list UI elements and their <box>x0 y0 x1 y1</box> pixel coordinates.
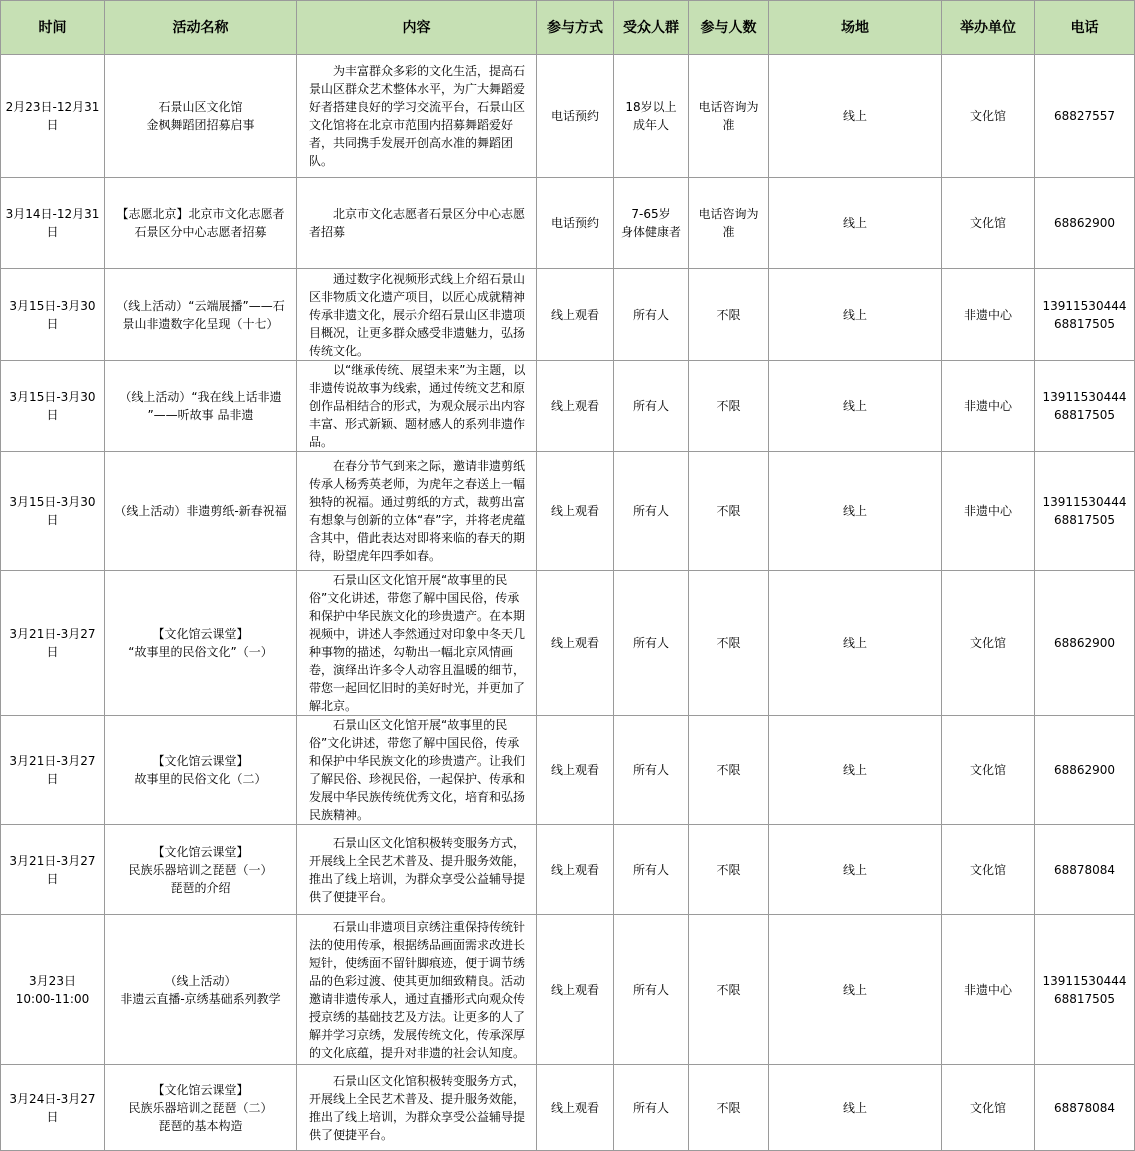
name-line: 【文化馆云课堂】 <box>152 844 249 859</box>
audience-cell <box>614 55 689 178</box>
audience-cell <box>614 361 689 452</box>
column-header-audience: 受众人群 <box>614 1 689 55</box>
time-line: 3月24日-3月27日 <box>9 1091 96 1124</box>
mode-cell: 线上观看 <box>537 1065 614 1151</box>
audience-line: 所有人 <box>632 982 669 997</box>
content-cell: 石景山非遗项目京绣注重保持传统针法的使用传承，根据绣品画面需求改进长短针，使绣面不留针脚痕迹，便于调节绣品的色彩过渡、使其更加细致精良。活动邀请非遗传承人，通过直播形式向观众传授京绣的基础技艺及方法。让更多的人了解并学习京绣，发展传统文化，传承深厚的文化底蕴，提升对非遗的社会认知度。 <box>297 915 537 1065</box>
name-cell <box>105 915 297 1065</box>
mode-cell: 线上观看 <box>537 915 614 1065</box>
name-line: 故事里的民俗文化（二） <box>134 772 267 786</box>
content-cell: 石景山区文化馆开展“故事里的民俗”文化讲述，带您了解中国民俗，传承和保护中华民族文化的珍贵遗产。让我们了解民俗、珍视民俗，一起保护、传承和发展中华民族传统优秀文化，培育和弘扬民族精神。 <box>297 716 537 825</box>
time-cell <box>1 825 105 915</box>
time-line: 3月21日-3月27日 <box>9 853 96 886</box>
mode-cell: 线上观看 <box>537 716 614 825</box>
audience-line: 成年人 <box>632 118 669 132</box>
column-header-content: 内容 <box>297 1 537 55</box>
phone-line: 68862900 <box>1053 636 1116 650</box>
count-cell: 不限 <box>689 361 769 452</box>
time-line: 3月15日-3月30日 <box>9 390 96 422</box>
table-body <box>1 55 1135 1151</box>
phone-cell <box>1035 361 1135 452</box>
phone-cell <box>1035 716 1135 825</box>
name-cell <box>105 571 297 716</box>
audience-cell <box>614 178 689 269</box>
table-row <box>1 915 1135 1065</box>
count-cell: 不限 <box>689 825 769 915</box>
column-header-mode: 参与方式 <box>537 1 614 55</box>
audience-line: 18岁以上 <box>625 100 677 114</box>
audience-cell <box>614 571 689 716</box>
time-line: 3月21日-3月27日 <box>9 754 96 786</box>
venue-cell: 线上 <box>769 55 942 178</box>
count-cell: 不限 <box>689 1065 769 1151</box>
phone-line: 13911530444 <box>1042 973 1127 988</box>
audience-cell <box>614 452 689 571</box>
audience-line: 所有人 <box>632 307 669 322</box>
name-line: 石景山区文化馆 <box>158 100 243 114</box>
content-cell: 石景山区文化馆积极转变服务方式，开展线上全民艺术普及、提升服务效能，推出了线上培训，为群众享受公益辅导提供了便捷平台。 <box>297 1065 537 1151</box>
audience-line: 所有人 <box>632 504 669 518</box>
phone-cell <box>1035 915 1135 1065</box>
count-cell: 不限 <box>689 915 769 1065</box>
name-cell <box>105 825 297 915</box>
content-cell: 北京市文化志愿者石景区分中心志愿者招募 <box>297 178 537 269</box>
time-line: 3月15日-3月30日 <box>9 495 96 527</box>
content-cell: 以“继承传统、展望未来”为主题，以非遗传说故事为线索，通过传统文艺和原创作品相结合的形式，为观众展示出内容丰富、形式新颖、题材感人的系列非遗作品。 <box>297 361 537 452</box>
content-cell: 为丰富群众多彩的文化生活，提高石景山区群众艺术整体水平，为广大舞蹈爱好者搭建良好的学习交流平台，石景山区文化馆将在北京市范围内招募舞蹈爱好者，共同携手发展开创高水准的舞蹈团队。 <box>297 55 537 178</box>
table-row <box>1 452 1135 571</box>
count-cell: 电话咨询为准 <box>689 55 769 178</box>
host-cell: 非遗中心 <box>942 915 1035 1065</box>
name-line: ”——听故事 品非遗 <box>147 408 254 422</box>
venue-cell: 线上 <box>769 269 942 361</box>
host-cell: 文化馆 <box>942 825 1035 915</box>
host-cell: 非遗中心 <box>942 452 1035 571</box>
column-header-phone: 电话 <box>1035 1 1135 55</box>
table-row <box>1 825 1135 915</box>
venue-cell: 线上 <box>769 1065 942 1151</box>
count-cell: 不限 <box>689 452 769 571</box>
phone-line: 68817505 <box>1053 408 1116 422</box>
mode-cell: 线上观看 <box>537 452 614 571</box>
table-row <box>1 571 1135 716</box>
column-header-name: 活动名称 <box>105 1 297 55</box>
table-row <box>1 178 1135 269</box>
name-line: “故事里的民俗文化”（一） <box>128 645 273 659</box>
venue-cell: 线上 <box>769 716 942 825</box>
mode-cell: 电话预约 <box>537 178 614 269</box>
phone-line: 68878084 <box>1053 862 1116 877</box>
audience-cell <box>614 269 689 361</box>
phone-cell <box>1035 452 1135 571</box>
phone-cell <box>1035 825 1135 915</box>
column-header-venue: 场地 <box>769 1 942 55</box>
table-row <box>1 361 1135 452</box>
host-cell: 文化馆 <box>942 178 1035 269</box>
phone-line: 68827557 <box>1053 109 1116 123</box>
name-line: （线上活动）“云端展播”——石 <box>116 298 285 313</box>
venue-cell: 线上 <box>769 571 942 716</box>
table-row <box>1 269 1135 361</box>
name-line: 【文化馆云课堂】 <box>152 627 249 641</box>
name-line: 民族乐器培训之琵琶（二） <box>128 1100 273 1115</box>
time-cell <box>1 178 105 269</box>
time-line: 2月23日-12月31日 <box>5 100 100 132</box>
name-line: 景山非遗数字化呈现（十七） <box>122 316 279 331</box>
mode-cell: 线上观看 <box>537 825 614 915</box>
name-line: （线上活动）“我在线上话非遗 <box>119 390 282 404</box>
name-line: （线上活动） <box>164 973 237 988</box>
time-line: 3月21日-3月27日 <box>9 627 96 659</box>
name-cell <box>105 716 297 825</box>
phone-line: 68878084 <box>1053 1100 1116 1115</box>
name-cell <box>105 55 297 178</box>
phone-line: 68817505 <box>1053 513 1116 527</box>
time-line: 10:00-11:00 <box>15 991 90 1006</box>
host-cell: 文化馆 <box>942 1065 1035 1151</box>
host-cell: 文化馆 <box>942 55 1035 178</box>
time-line: 3月15日-3月30日 <box>9 298 96 331</box>
mode-cell: 电话预约 <box>537 55 614 178</box>
venue-cell: 线上 <box>769 825 942 915</box>
time-cell <box>1 269 105 361</box>
name-line: 民族乐器培训之琵琶（一） <box>128 862 273 877</box>
phone-line: 68817505 <box>1053 316 1116 331</box>
time-cell <box>1 915 105 1065</box>
phone-cell <box>1035 269 1135 361</box>
audience-cell <box>614 1065 689 1151</box>
phone-cell <box>1035 1065 1135 1151</box>
name-line: （线上活动）非遗剪纸-新春祝福 <box>114 504 287 518</box>
time-cell <box>1 1065 105 1151</box>
count-cell: 不限 <box>689 716 769 825</box>
audience-line: 身体健康者 <box>620 225 681 239</box>
phone-cell <box>1035 178 1135 269</box>
phone-line: 13911530444 <box>1042 495 1127 509</box>
name-line: 【文化馆云课堂】 <box>152 754 249 768</box>
phone-cell <box>1035 55 1135 178</box>
name-cell <box>105 1065 297 1151</box>
time-line: 3月14日-12月31日 <box>5 207 100 239</box>
venue-cell: 线上 <box>769 361 942 452</box>
name-line: 金枫舞蹈团招募启事 <box>146 118 255 132</box>
venue-cell: 线上 <box>769 452 942 571</box>
name-line: 非遗云直播-京绣基础系列教学 <box>120 991 281 1006</box>
host-cell: 文化馆 <box>942 716 1035 825</box>
audience-line: 所有人 <box>632 763 669 777</box>
name-line: 【文化馆云课堂】 <box>152 1082 249 1097</box>
column-header-time: 时间 <box>1 1 105 55</box>
name-cell <box>105 178 297 269</box>
phone-line: 68817505 <box>1053 991 1116 1006</box>
content-cell: 石景山区文化馆积极转变服务方式，开展线上全民艺术普及、提升服务效能，推出了线上培训，为群众享受公益辅导提供了便捷平台。 <box>297 825 537 915</box>
time-cell <box>1 361 105 452</box>
time-line: 3月23日 <box>29 973 76 988</box>
audience-cell <box>614 915 689 1065</box>
table-row <box>1 716 1135 825</box>
content-cell: 在春分节气到来之际，邀请非遗剪纸传承人杨秀英老师，为虎年之春送上一幅独特的祝福。通过剪纸的方式，裁剪出富有想象与创新的立体“春”字，并将老虎蕴含其中，借此表达对即将来临的春天的期待，盼望虎年四季如春。 <box>297 452 537 571</box>
phone-line: 68862900 <box>1053 216 1116 230</box>
name-cell <box>105 361 297 452</box>
table-row <box>1 1065 1135 1151</box>
venue-cell: 线上 <box>769 915 942 1065</box>
name-line: 琵琶的基本构造 <box>158 1118 243 1133</box>
phone-cell <box>1035 571 1135 716</box>
host-cell: 非遗中心 <box>942 269 1035 361</box>
column-header-count: 参与人数 <box>689 1 769 55</box>
header-row <box>1 1 1135 55</box>
phone-line: 68862900 <box>1053 763 1116 777</box>
host-cell: 非遗中心 <box>942 361 1035 452</box>
time-cell <box>1 716 105 825</box>
content-cell: 通过数字化视频形式线上介绍石景山区非物质文化遗产项目，以匠心成就精神传承非遗文化，展示介绍石景山区非遗项目概况，让更多群众感受非遗魅力，弘扬传统文化。 <box>297 269 537 361</box>
phone-line: 13911530444 <box>1042 390 1127 404</box>
table-row <box>1 55 1135 178</box>
name-cell <box>105 452 297 571</box>
time-cell <box>1 55 105 178</box>
time-cell <box>1 571 105 716</box>
audience-cell <box>614 825 689 915</box>
mode-cell: 线上观看 <box>537 269 614 361</box>
mode-cell: 线上观看 <box>537 361 614 452</box>
name-line: 琵琶的介绍 <box>170 880 231 895</box>
audience-line: 7-65岁 <box>631 207 671 221</box>
column-header-host: 举办单位 <box>942 1 1035 55</box>
venue-cell: 线上 <box>769 178 942 269</box>
name-line: 石景区分中心志愿者招募 <box>134 225 267 239</box>
audience-line: 所有人 <box>632 399 669 413</box>
audience-line: 所有人 <box>632 862 669 877</box>
count-cell: 电话咨询为准 <box>689 178 769 269</box>
phone-line: 13911530444 <box>1042 298 1127 313</box>
audience-line: 所有人 <box>632 636 669 650</box>
time-cell <box>1 452 105 571</box>
content-cell: 石景山区文化馆开展“故事里的民俗”文化讲述，带您了解中国民俗，传承和保护中华民族文化的珍贵遗产。在本期视频中，讲述人李然通过对印象中冬天几种事物的描述，勾勒出一幅北京风情画卷，演绎出许多令人动容且温暖的细节，带您一起回忆旧时的美好时光，并更加了解北京。 <box>297 571 537 716</box>
host-cell: 文化馆 <box>942 571 1035 716</box>
audience-line: 所有人 <box>632 1100 669 1115</box>
count-cell: 不限 <box>689 269 769 361</box>
name-line: 【志愿北京】北京市文化志愿者 <box>116 207 285 221</box>
audience-cell <box>614 716 689 825</box>
mode-cell: 线上观看 <box>537 571 614 716</box>
count-cell: 不限 <box>689 571 769 716</box>
name-cell <box>105 269 297 361</box>
